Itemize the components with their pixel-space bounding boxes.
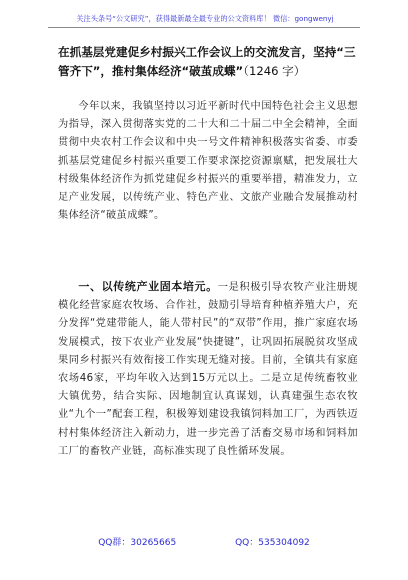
document-title <box>58 43 358 81</box>
title-text: 在抓基层党建促乡村振兴工作会议上的交流发言，坚持“三管齐下”，推村集体经济“破茧成蝶” <box>58 45 356 78</box>
word-count: （1246 字） <box>243 64 306 78</box>
footer-qq-group: QQ群：30265665 <box>98 538 177 548</box>
page-footer <box>0 535 408 548</box>
section-1-body: 一是积极引导农牧产业注册规模化经营家庭农牧场、合作社，鼓励引导培育种植养殖大户，充分发挥“党建带能人，能人带村民”的“双带”作用，推广家庭农场发展模式，按下农业产业发展“快捷键”，让巩固拓展脱贫攻坚成果同乡村振兴有效衔接工作实现无缝对接。目前，全镇共有家庭农场46家，平均年收入达到15万元以上。二是立足传统畜牧业大镇优势，结合实际、因地制宜认真谋划，认真建强生态农牧业“九个一”配套工程，积极筹划建设我镇饲料加工厂，为西铁迈村村集体经济注入新动力，进一步完善了活畜交易市场和饲料加工厂的畜牧产业链，高标准实现了良性循环发展。 <box>58 282 358 457</box>
section-1-heading: 一、以传统产业固本培元。 <box>78 280 218 293</box>
header-divider <box>48 27 360 28</box>
paragraph-intro: 今年以来，我镇坚持以习近平新时代中国特色社会主义思想为指导，深入贯彻落实党的二十大和二十届二中全会精神，全面贯彻中央农村工作会议和中央一号文件精神积极落实省委、市委抓基层党建促乡村振兴重要工作要求深挖资源禀赋，把发展壮大村级集体经济作为抓党建促乡村振兴的重要举措，精准发力，立足产业发展，以传统产业、特色产业、文旅产业融合发展推动村集体经济“破茧成蝶”。 <box>58 101 358 222</box>
page-header-banner: 关注头条号“公文研究”，获得最新最全最专业的公文资料库！ 微信：gongwenyj <box>76 14 334 23</box>
footer-qq-number: QQ：535304092 <box>235 538 310 548</box>
paragraph-section-1 <box>58 278 358 461</box>
